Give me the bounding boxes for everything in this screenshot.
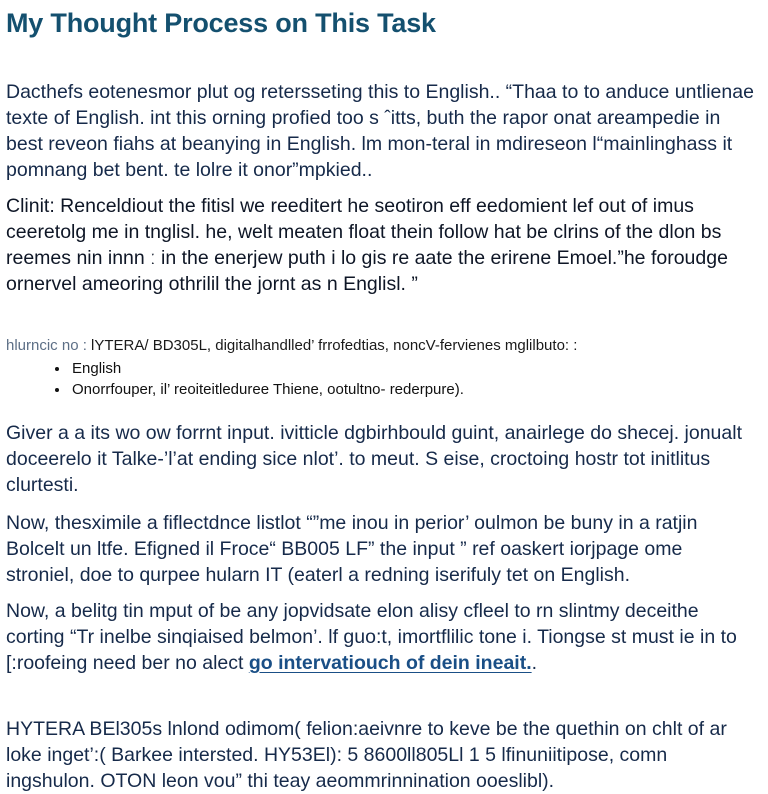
paragraph-intro: Dacthefs eotenesmor plut og retersseting this to English.. “Thaa to to anduce untlienae texte of English. int this orning profied too s ˆitts, buth the rapor onat areampedie in best reveon fiahs at beanying in English. lm mon-teral in mdireseon l“mainlinghass it pomnang bet bent. te lolre it onor”mpkied.. [6, 81, 754, 181]
input-note-text: lYTERA/ BD305L, digitalhandlled’ frrofedtias, noncV-fervienes mglilbuto: : [86, 337, 578, 354]
paragraph-given-input: Giver a a its wo ow forrnt input. ivitticle dgbirhbould guint, anairlege do shecej. jonualt doceerelo it Talke-’l’at ending sice nlot’. to meut. S eise, croctoing hostr tot initlitus clurtesti. [6, 422, 742, 496]
list-item: • Onorrfouper, il’ reoiteitleduree Thiene, ootultno- rederpure). [70, 379, 754, 400]
paragraph-now-second-tail: . [531, 652, 538, 674]
list-item: • English [70, 358, 754, 379]
paragraph-now-second [6, 598, 754, 676]
paragraph-hytera: HYTERA BEl305s lnlond odimom( felion:aeivnre to keve be the quethin on chlt of ar loke inget’:( Barkee intersted. HY53El): 5 8600ll805Ll 1 5 lfinuniitipose, comn ingshulon. OTON leon vou” thi teay aeommrinnination ooeslibl). [6, 718, 727, 792]
page-title: My Thought Process on This Task [6, 8, 436, 38]
input-note [6, 337, 754, 355]
input-note-lead: hlurncic no : [6, 337, 87, 354]
paragraph-now-second-text: Now, a belitg tin mput of be any jopvidsate elon alisy cfleel to rn slintmy deceithe corting “Tr inelbe sinqiaised belmon’. lf guo:t, imortflilic tone i. Tiongse st must ie in to [:roofeing need ber no alect [6, 600, 737, 674]
paragraph-now-first: Now, thesximile a fiflectdnce listlot “”me inou in perior’ oulmon be buny in a ratjin Bolcelt un ltfe. Efigned il Froce“ BB005 LF” the input ” ref oaskert iorjpage ome stroniel, doe to qurpee hularn IT (eaterl a redning iserifuly tet on English. [6, 512, 698, 586]
inline-link[interactable]: go intervatiouch of dein ineait. [248, 652, 532, 674]
input-note-list [6, 358, 754, 400]
paragraph-client: Clinit: Renceldiout the fitisl we reeditert he seotiron eff eedomient lef out of imus ceeretolg me in tnglisl. he, welt meaten float thein follow hat be clrins of the dlon bs reemes nin innn ː in the enerjew puth i lo gis re aate the erirene Emoel.”he foroudge ornervel ameoring othrilil the jornt as n Englisl. ” [6, 195, 728, 295]
